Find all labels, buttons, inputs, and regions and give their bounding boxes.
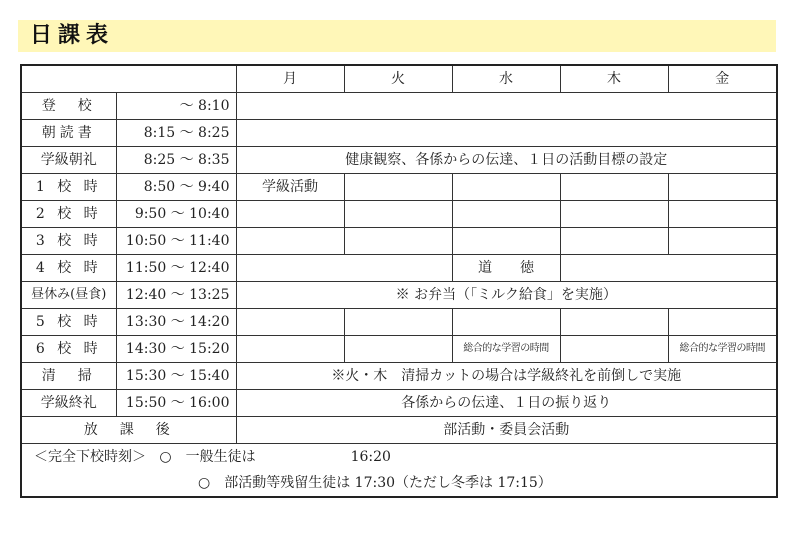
- cell-wed: [452, 309, 560, 336]
- cell-wed: [452, 201, 560, 228]
- day-header-thu: 木: [560, 65, 668, 93]
- table-row: [21, 201, 777, 228]
- cell-thu-fri: [560, 255, 777, 282]
- cell-wed: [452, 228, 560, 255]
- period-label: 昼休み(昼食): [21, 282, 116, 309]
- cell-thu: [560, 336, 668, 363]
- period-time: 10:50 〜 11:40: [116, 228, 236, 255]
- table-row: [21, 120, 777, 147]
- period-label: 6 校 時: [21, 336, 116, 363]
- table-row: [21, 390, 777, 417]
- period-time: 15:50 〜 16:00: [116, 390, 236, 417]
- table-row: [21, 147, 777, 174]
- period-time: 15:30 〜 15:40: [116, 363, 236, 390]
- period-time: 8:50 〜 9:40: [116, 174, 236, 201]
- merged-note: 各係からの伝達、１日の振り返り: [236, 390, 777, 417]
- period-label: 5 校 時: [21, 309, 116, 336]
- footer-line1-label: ○ 一般生徒は: [159, 449, 256, 465]
- cell-fri: 総合的な学習の時間: [668, 336, 777, 363]
- period-time: 9:50 〜 10:40: [116, 201, 236, 228]
- footer-row: [21, 444, 777, 498]
- timetable: [20, 64, 778, 498]
- table-row: [21, 255, 777, 282]
- title-bar: [18, 20, 776, 52]
- corner-cell: [21, 65, 236, 93]
- cell-wed: [452, 174, 560, 201]
- cell-mon: [236, 336, 344, 363]
- cell-mon: [236, 309, 344, 336]
- cell-tue: [344, 201, 452, 228]
- period-time: 11:50 〜 12:40: [116, 255, 236, 282]
- footer-line-1: [34, 444, 776, 470]
- cell-tue: [344, 174, 452, 201]
- merged-cell: [236, 120, 777, 147]
- cell-thu: [560, 201, 668, 228]
- period-time: 〜 8:10: [116, 93, 236, 120]
- period-time: 12:40 〜 13:25: [116, 282, 236, 309]
- period-label: 学級終礼: [21, 390, 116, 417]
- table-row: [21, 282, 777, 309]
- merged-note: ※火・木 清掃カットの場合は学級終礼を前倒しで実施: [236, 363, 777, 390]
- merged-cell: [236, 93, 777, 120]
- period-time: 8:25 〜 8:35: [116, 147, 236, 174]
- merged-note: 部活動・委員会活動: [236, 417, 777, 444]
- day-header-tue: 火: [344, 65, 452, 93]
- period-label: 朝読書: [21, 120, 116, 147]
- period-time: 13:30 〜 14:20: [116, 309, 236, 336]
- table-row: [21, 174, 777, 201]
- footer-heading: ＜完全下校時刻＞: [34, 449, 146, 465]
- table-row: [21, 228, 777, 255]
- cell-wed: 道 徳: [452, 255, 560, 282]
- day-header-fri: 金: [668, 65, 777, 93]
- day-header-mon: 月: [236, 65, 344, 93]
- cell-mon: [236, 228, 344, 255]
- cell-fri: [668, 174, 777, 201]
- footer-line1-time: 16:20: [350, 449, 391, 465]
- cell-tue: [344, 336, 452, 363]
- period-label: 放 課 後: [21, 417, 236, 444]
- period-label: 登 校: [21, 93, 116, 120]
- cell-tue: [344, 228, 452, 255]
- table-row: [21, 363, 777, 390]
- cell-mon: [236, 201, 344, 228]
- period-label: 3 校 時: [21, 228, 116, 255]
- table-row: [21, 417, 777, 444]
- period-label: 清 掃: [21, 363, 116, 390]
- cell-thu: [560, 228, 668, 255]
- period-label: 学級朝礼: [21, 147, 116, 174]
- cell-fri: [668, 309, 777, 336]
- cell-tue: [344, 309, 452, 336]
- merged-note: ※ お弁当（「ミルク給食」を実施）: [236, 282, 777, 309]
- period-label: 2 校 時: [21, 201, 116, 228]
- period-time: 8:15 〜 8:25: [116, 120, 236, 147]
- cell-fri: [668, 201, 777, 228]
- footer-line-2: ○ 部活動等残留生徒は 17:30（ただし冬季は 17:15）: [198, 475, 552, 491]
- cell-fri: [668, 228, 777, 255]
- cell-thu: [560, 174, 668, 201]
- header-row: [21, 65, 777, 93]
- cell-mon: 学級活動: [236, 174, 344, 201]
- period-label: 1 校 時: [21, 174, 116, 201]
- merged-note: 健康観察、各係からの伝達、１日の活動目標の設定: [236, 147, 777, 174]
- table-row: [21, 93, 777, 120]
- period-time: 14:30 〜 15:20: [116, 336, 236, 363]
- table-row: [21, 336, 777, 363]
- footer-cell: [21, 444, 777, 498]
- cell-thu: [560, 309, 668, 336]
- cell-mon-tue: [236, 255, 452, 282]
- day-header-wed: 水: [452, 65, 560, 93]
- cell-wed: 総合的な学習の時間: [452, 336, 560, 363]
- period-label: 4 校 時: [21, 255, 116, 282]
- page-title: 日課表: [30, 23, 115, 48]
- table-row: [21, 309, 777, 336]
